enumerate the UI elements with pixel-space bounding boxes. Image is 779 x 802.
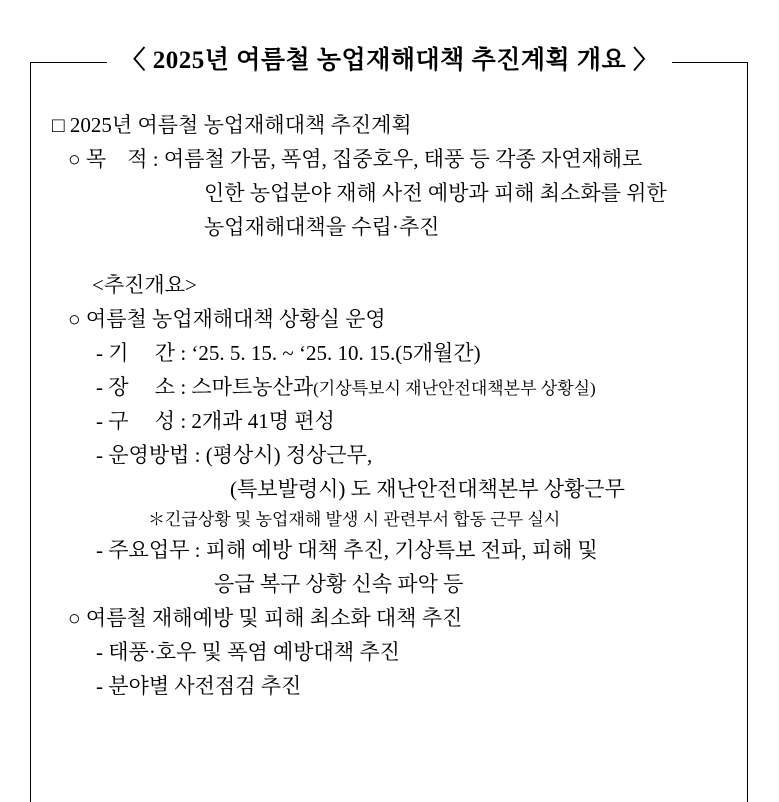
- section-spacer: [52, 244, 726, 268]
- prevention-item-2: - 분야별 사전점검 추진: [96, 674, 302, 699]
- situation-room-footnote: ＊긴급상황 및 농업재해 발생 시 관련부서 합동 근무 실시: [148, 510, 561, 530]
- situation-room-heading: ○ 여름철 농업재해대책 상황실 운영: [68, 307, 386, 332]
- situation-room-operation: - 운영방법 : (평상시) 정상근무,: [96, 443, 373, 468]
- situation-room-place-note: (기상특보시 재난안전대책본부 상황실): [313, 379, 596, 399]
- prevention-heading: ○ 여름철 재해예방 및 피해 최소화 대책 추진: [68, 606, 463, 631]
- purpose-continuation-2: 농업재해대책을 수립·추진: [204, 215, 440, 240]
- situation-room-composition: - 구 성 : 2개과 41명 편성: [96, 409, 335, 434]
- situation-room-place: [52, 370, 726, 404]
- situation-room-operation-continuation: (특보발령시) 도 재난안전대책본부 상황근무: [230, 477, 625, 502]
- section-heading: □ 2025년 여름철 농업재해대책 추진계획: [52, 113, 412, 137]
- situation-room-main-task-continuation: 응급 복구 상황 신속 파악 등: [214, 572, 464, 597]
- prevention-item-1: - 태풍·호우 및 폭염 예방대책 추진: [96, 640, 400, 665]
- situation-room-main-task: - 주요업무 : 피해 예방 대책 추진, 기상특보 전파, 피해 및: [96, 538, 598, 563]
- situation-room-place-text: - 장 소 : 스마트농산과: [96, 375, 314, 400]
- page-title: 〈 2025년 여름철 농업재해대책 추진계획 개요 〉: [107, 48, 673, 73]
- document-body: [30, 62, 748, 703]
- situation-room-period: - 기 간 : ‘25. 5. 15. ~ ‘25. 10. 15.(5개월간): [96, 341, 481, 366]
- purpose-continuation-1: 인한 농업분야 재해 사전 예방과 피해 최소화를 위한: [204, 181, 667, 206]
- purpose-line: ○ 목 적 : 여름철 가뭄, 폭염, 집중호우, 태풍 등 각종 자연재해로: [68, 147, 643, 172]
- outline-heading: <추진개요>: [92, 273, 197, 298]
